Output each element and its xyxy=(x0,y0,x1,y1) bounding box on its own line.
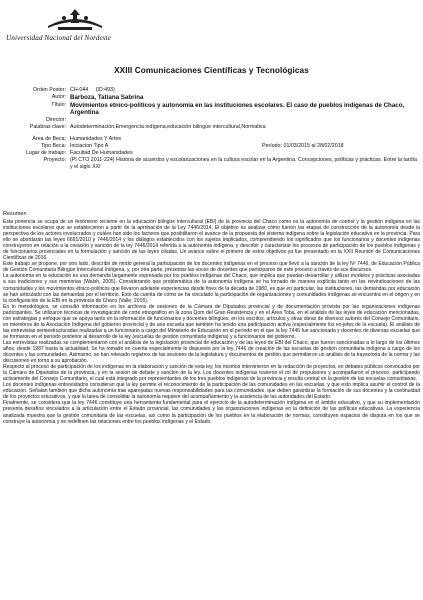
university-logo-icon xyxy=(40,6,110,34)
lugar-label: Lugar de trabajo: xyxy=(25,149,66,156)
tipo-value: Iniciacion Tipo A xyxy=(70,142,109,149)
director-row xyxy=(0,117,423,124)
area-label: Área de Beca: xyxy=(32,135,66,142)
titulo-label: Título: xyxy=(51,101,66,108)
proyecto-row xyxy=(0,157,423,171)
titulo-value: Movimientos etnico-políticos y autonomía en las instituciones escolares. El caso de pueblos indígenas de Chaco, Argentina xyxy=(70,101,405,117)
lugar-row xyxy=(0,150,423,157)
resumen-body xyxy=(3,219,420,425)
autor-row xyxy=(0,94,423,102)
tipo-label: Tipo Beca: xyxy=(40,142,66,149)
university-name: Universidad Nacional del Nordeste xyxy=(6,34,112,42)
orden-row xyxy=(0,87,423,94)
autor-value: Barboza, Tatiana Sabrina xyxy=(70,94,144,101)
orden-value: CH-044 (ID:493) xyxy=(70,87,115,93)
orden-id: (ID:493) xyxy=(95,87,115,93)
director-value xyxy=(70,117,423,124)
resumen-paragraph: La autonomía en la educación es una demanda largamente expresada por los pueblos indígenas del Chaco, que implica que puedan desarrollar y utilizar modelos y prácticas asociadas a sus tradiciones y sus memorias (Walsh, 2005). Considerando que problemática de la autonomía indígena se ha tornado de manera explícita tanto en las reivindicaciones de las comunidades y los movimientos étnico-políticos que llevaron adelante experiencias desde fines de la década de 1980, es que en particular, las instituciones, las demandas por educación se han articulado con las demandas por el territorio. Esto da cuenta de cómo se ha vinculado la participación de organizaciones y comunidades indígenas se encuentra en el origen y en la configuración de la EBI en la provincia de Chaco (Valle, 2016). xyxy=(3,273,420,304)
metadata-block xyxy=(0,87,423,171)
orden-label: Orden Poster: xyxy=(33,87,66,93)
periodo-value: Período: 01/03/2015 al 28/02/2018 xyxy=(262,142,344,149)
palabras-row xyxy=(0,124,423,131)
proyecto-label: Proyecto: xyxy=(43,156,66,163)
director-label: Director: xyxy=(45,116,66,123)
autor-label: Autor: xyxy=(51,94,66,100)
titulo-row xyxy=(0,102,423,117)
page-title: XXIII Comunicaciones Científicas y Tecnológicas xyxy=(114,66,309,75)
palabras-label: Palabras clave: xyxy=(29,123,66,130)
resumen-paragraph: Los docentes indígenas entrevistados consideran que la ley permite el reconocimiento de la participación de las comunidades en las escuelas, y que esto implica asumir el control de la educación. Señalan también que dicha autonomía trae aparejadas nuevas responsabilidades para las comunidades, que deben garantizar la formación de sus docentes y la continuidad de los proyectos educativos, y que la tarea de consolidar la autonomía requiere del acompañamiento y la asistencia de las autoridades del Estado. xyxy=(3,382,420,401)
area-row xyxy=(0,136,423,143)
resumen-paragraph: Finalmente, se considera que la ley 7446 constituye una herramienta fundamental para el ejercicio de la autodeterminación indígena en el ámbito educativo, y que su implementación presenta desafíos vinculados a la articulación entre el Estado provincial, las comunidades y las organizaciones indígenas en la definición de las políticas educativas. La experiencia analizada muestra que la gestión comunitaria de las escuelas, así como la participación de los pueblos en la elaboración de normas, constituyen espacios de disputa en los que se construye la autonomía y se redefinen las relaciones entre los pueblos indígenas y el Estado. xyxy=(3,400,420,425)
resumen-paragraph: Respecto al proceso de participación de los indígenas en la elaboración y sanción de esta ley, los mismos intervinieron en la redacción de proyectos, en debates públicos convocados por la Cámara de Diputados de la provincia, y en la sesión de debate y sanción de la ley. Los docentes indígenas tuvieron el rol de propulsores y acompañaron el proceso, participando activamente del Consejo Comunitario, el cual está integrado por representantes de los tres pueblos indígenas de la provincia y resulta central en la gestión de las escuelas comunitarias. xyxy=(3,364,420,383)
area-value: Humanidades Y Artes xyxy=(70,135,122,142)
palabras-value: Autodeterminación,Emergencia indígena,educación bilingüe intercultural,Normativa xyxy=(70,123,266,130)
resumen-paragraph: Las entrevistas realizadas se complementaron con el análisis de la legislación provincial de educación y de las leyes de EBI del Chaco, que fueron sancionadas a lo largo de los últimos años, desde 1987 hasta la actualidad. Se ha tomado en cuenta especialmente lo dispuesto por la ley 7446 de creación de las escuelas de gestión comunitaria indígena a cargo de los docentes y las comunidades. Asimismo, se han relevado registros de las sesiones de la legislatura y documentos de gestión que permitieron un análisis de la trayectoria de la norma y las discusiones en torno a su aprobación. xyxy=(3,339,420,365)
resumen-paragraph: Esta ponencia se ocupa de un fenómeno reciente en la educación bilingüe intercultural (EBI) de la provincia del Chaco como es la autonomía de control y la gestión indígena en las instituciones escolares que se establecieron a partir de la aprobación de la Ley 7446/2014. El objetivo es analizar cómo fueron las etapas de construcción de la autonomía desde la perspectiva de los actores involucrados y cuáles han sido los factores que posibilitaron el avance de la propuesta del sistema indígena sobre la legislación educativa en la provincia. Para ello se abordarán las leyes 6691/2010 y 7446/2014 y los diálogos establecidos con los sujetos implicados, comprendiendo los significados que los funcionarios y docentes indígenas construyeron en relación a la creación y sanción de la ley 7446/2014 referida a la autonomía indígena, y describir y caracterizar los procesos de participación de los pueblos indígenas y de funcionarios provinciales en la formulación y sanción de las leyes citadas. Un avance sobre el primero de estos objetivos ya fue presentado en la XXII Reunión de Comunicaciones Científicas de 2016. xyxy=(3,219,420,262)
lugar-value: Facultad De Humanidades xyxy=(70,149,133,156)
resumen-paragraph: Este trabajo se propone, por otro lado, describir de modo general la participación de los docentes indígenas en el proceso que llevó a la sanción de la ley Nº 7446, de Educación Pública de Gestión Comunitaria Bilingüe Intercultural Indígena, y, por otra parte, presentar las voces de docentes que participaron de este proceso a través de sus discursos. xyxy=(3,261,420,274)
resumen-paragraph: En lo metodológico, se consultó información en los archivos de sesiones de la Cámara de Diputados provincial y de documentación provista por las organizaciones indígenas participantes. Se utilizaron técnicas de investigación de corte etnográfico en la zona Qom del Gran Resistencia y en el Área Toba, en el análisis de las leyes de educación mencionadas, con estrategias y enfoque que se apoya tanto en la información de funcionarios y docentes bilingües, en los escritos, artículos y otras obras de diversos autores del Consejo Comunitario, ex miembros de la Asociación Indígena del gobierno provincial y de una escuela que también ha tenido una participación activa (especialmente los ex-jefes de la escuela). El análisis de las entrevistas semiestructuradas realizadas a un funcionario a cargo del Ministerio de Educación en el período en el que la ley 7446 fue sancionada y docentes de diversas escuelas que se formaron en el período posterior al desarrollo de la ley (escuelas de gestión comunitaria indígena) y a funcionarios del gobierno. xyxy=(3,303,420,340)
resumen-heading: Resumen : xyxy=(3,211,30,217)
proyecto-value: (PI CTO 2011-224) Historia de acuerdos y escolarizaciones en la cultura escolar en la Argentina. Concepciones, políticas y prácticas. Entre la tardía y el siglo XXI xyxy=(70,156,417,170)
tipo-row xyxy=(0,143,423,150)
